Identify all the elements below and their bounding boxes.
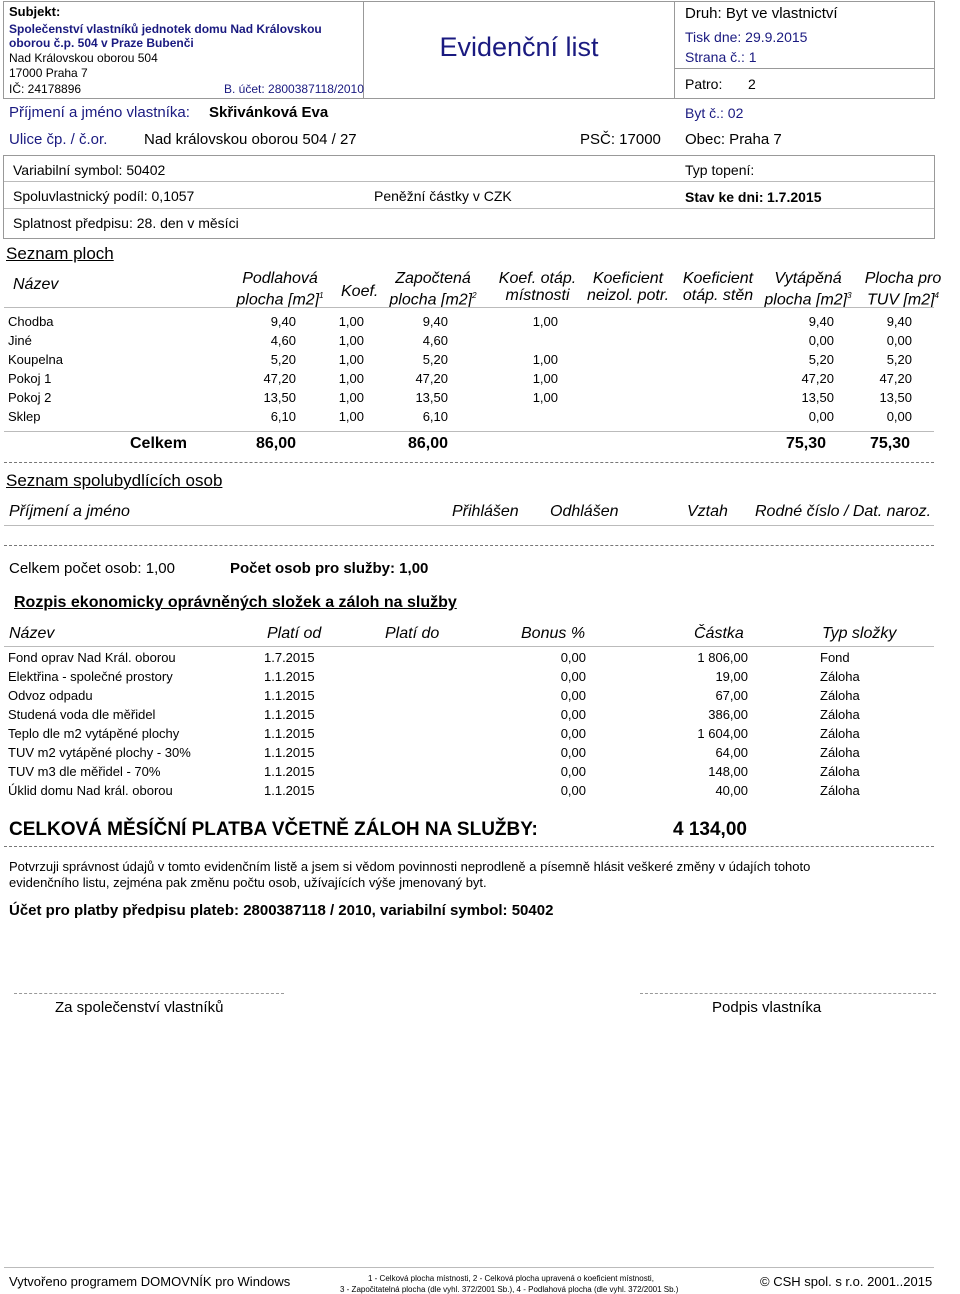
mena: Peněžní částky v CZK bbox=[374, 188, 512, 204]
cell-tuv: 13,50 bbox=[879, 390, 912, 405]
stav-value: 1.7.2015 bbox=[767, 189, 822, 205]
table-row bbox=[8, 764, 938, 783]
cell-castka: 148,00 bbox=[708, 764, 748, 779]
cell-vytapena: 5,20 bbox=[808, 352, 834, 367]
cell-plati-od: 1.1.2015 bbox=[264, 669, 315, 684]
osoby-h-odhlasen: Odhlášen bbox=[550, 503, 619, 520]
cell-nazev: Pokoj 2 bbox=[8, 390, 52, 405]
osoby-h-jmeno: Příjmení a jméno bbox=[9, 503, 130, 520]
h-nazev: Název bbox=[13, 276, 59, 293]
table-row bbox=[8, 745, 938, 764]
cell-castka: 64,00 bbox=[715, 745, 748, 760]
total-payment-value: 4 134,00 bbox=[673, 819, 747, 840]
table-row bbox=[8, 707, 938, 726]
cell-koef: 1,00 bbox=[338, 409, 364, 424]
obec: Obec: Praha 7 bbox=[685, 131, 782, 148]
h-neizol-1: Koeficient bbox=[592, 270, 664, 287]
statement-line2: evidenčního listu, zejména pak změnu počtu osob, užívajících výše jmenovaný byt. bbox=[9, 875, 487, 890]
cell-plati-od: 1.7.2015 bbox=[264, 650, 315, 665]
h-tuv-1: Plocha pro bbox=[864, 270, 942, 287]
total-payment-label: CELKOVÁ MĚSÍČNÍ PLATBA VČETNĚ ZÁLOH NA SLUŽBY: bbox=[9, 819, 538, 840]
cell-vytapena: 47,20 bbox=[801, 371, 834, 386]
cell-nazev: Koupelna bbox=[8, 352, 63, 367]
footer-right: © CSH spol. s r.o. 2001..2015 bbox=[760, 1274, 933, 1289]
cell-zapoctena: 47,20 bbox=[415, 371, 448, 386]
spoluvlastnicky-podil: Spoluvlastnický podíl: 0,1057 bbox=[13, 188, 195, 204]
cell-typ: Záloha bbox=[820, 764, 860, 779]
h-neizol bbox=[578, 270, 678, 304]
h-sten-2: otáp. stěn bbox=[682, 287, 754, 304]
table-row bbox=[8, 688, 938, 707]
cell-podlahova: 9,40 bbox=[270, 314, 296, 329]
cell-bonus: 0,00 bbox=[560, 688, 586, 703]
table-row bbox=[8, 726, 938, 745]
h-zapoctena-1: Započtená bbox=[395, 270, 471, 287]
ploch-total-zapoctena: 86,00 bbox=[407, 435, 448, 452]
cell-plati-od: 1.1.2015 bbox=[264, 783, 315, 798]
h-sup-3: 3 bbox=[847, 291, 852, 300]
cell-plati-od: 1.1.2015 bbox=[264, 688, 315, 703]
rozpis-title: Rozpis ekonomicky oprávněných složek a záloh na služby bbox=[14, 594, 457, 611]
tisk-dne: Tisk dne: 29.9.2015 bbox=[685, 29, 808, 45]
h-tuv bbox=[852, 270, 954, 308]
cell-tuv: 5,20 bbox=[886, 352, 912, 367]
subject-account: B. účet: 2800387118/2010 bbox=[224, 82, 364, 96]
rozpis-h-plati-do: Platí do bbox=[385, 625, 440, 642]
rozpis-h-castka: Částka bbox=[694, 625, 744, 642]
patro-value: 2 bbox=[748, 76, 756, 92]
typ-topeni: Typ topení: bbox=[685, 162, 755, 178]
h-podlahova bbox=[230, 270, 330, 308]
cell-bonus: 0,00 bbox=[560, 650, 586, 665]
osoby-sluzby: Počet osob pro služby: 1,00 bbox=[230, 560, 429, 577]
cell-zapoctena: 6,10 bbox=[422, 409, 448, 424]
cell-vytapena: 9,40 bbox=[808, 314, 834, 329]
account-info: Účet pro platby předpisu plateb: 2800387118 / 2010, variabilní symbol: 50402 bbox=[9, 902, 554, 919]
cell-nazev: Úklid domu Nad král. oborou bbox=[8, 783, 173, 798]
cell-koef: 1,00 bbox=[338, 352, 364, 367]
osoby-celkem: Celkem počet osob: 1,00 bbox=[9, 560, 175, 577]
cell-nazev: Jiné bbox=[8, 333, 32, 348]
signature-left: Za společenství vlastníků bbox=[55, 999, 224, 1016]
splatnost: Splatnost předpisu: 28. den v měsíci bbox=[13, 215, 239, 231]
h-zapoctena-2: plocha [m2] bbox=[389, 291, 473, 309]
table-row bbox=[8, 314, 938, 333]
owner-label: Příjmení a jméno vlastníka: bbox=[9, 104, 190, 121]
cell-nazev: Studená voda dle měřidel bbox=[8, 707, 156, 722]
cell-podlahova: 4,60 bbox=[270, 333, 296, 348]
footer-note2: 3 - Započitatelná plocha (dle vyhl. 372/2001 Sb.), 4 - Podlahová plocha (dle vyhl. 372/2001 Sb.) bbox=[340, 1285, 679, 1294]
ploch-total-vytapena: 75,30 bbox=[785, 435, 826, 452]
cell-castka: 19,00 bbox=[715, 669, 748, 684]
cell-vytapena: 13,50 bbox=[801, 390, 834, 405]
cell-castka: 1 806,00 bbox=[697, 650, 748, 665]
cell-koef-otap: 1,00 bbox=[532, 314, 558, 329]
table-row bbox=[8, 669, 938, 688]
cell-typ: Záloha bbox=[820, 688, 860, 703]
cell-bonus: 0,00 bbox=[560, 669, 586, 684]
cell-koef-otap: 1,00 bbox=[532, 352, 558, 367]
rozpis-h-nazev: Název bbox=[9, 625, 55, 642]
cell-koef-otap: 1,00 bbox=[532, 371, 558, 386]
cell-castka: 40,00 bbox=[715, 783, 748, 798]
cell-typ: Fond bbox=[820, 650, 850, 665]
h-sup-4: 4 bbox=[934, 291, 939, 300]
ploch-total-podlahova: 86,00 bbox=[255, 435, 296, 452]
table-row bbox=[8, 352, 938, 371]
ploch-total-label: Celkem bbox=[130, 435, 187, 452]
cell-koef: 1,00 bbox=[338, 390, 364, 405]
cell-castka: 386,00 bbox=[708, 707, 748, 722]
h-sten-1: Koeficient bbox=[682, 270, 754, 287]
page-title: Evidenční list bbox=[439, 32, 599, 62]
cell-zapoctena: 9,40 bbox=[422, 314, 448, 329]
cell-typ: Záloha bbox=[820, 669, 860, 684]
osoby-h-rodne: Rodné číslo / Dat. naroz. bbox=[755, 503, 932, 520]
signature-right: Podpis vlastníka bbox=[712, 999, 822, 1016]
table-row bbox=[8, 390, 938, 409]
cell-nazev: TUV m2 vytápěné plochy - 30% bbox=[8, 745, 191, 760]
strana: Strana č.: 1 bbox=[685, 49, 757, 65]
h-koef-otap-1: Koef. otáp. bbox=[498, 270, 577, 287]
cell-typ: Záloha bbox=[820, 707, 860, 722]
footer-left: Vytvořeno programem DOMOVNÍK pro Windows bbox=[9, 1274, 291, 1289]
osoby-h-vztah: Vztah bbox=[687, 503, 728, 520]
h-podlahova-1: Podlahová bbox=[242, 270, 318, 287]
h-sup-1: 1 bbox=[319, 291, 324, 300]
cell-nazev: Pokoj 1 bbox=[8, 371, 52, 386]
cell-plati-od: 1.1.2015 bbox=[264, 745, 315, 760]
subject-label: Subjekt: bbox=[9, 4, 61, 19]
cell-plati-od: 1.1.2015 bbox=[264, 726, 315, 741]
h-vytapena-1: Vytápěná bbox=[774, 270, 842, 287]
cell-koef-otap: 1,00 bbox=[532, 390, 558, 405]
cell-nazev: Fond oprav Nad Král. oborou bbox=[8, 650, 176, 665]
h-sup-2: 2 bbox=[472, 291, 477, 300]
h-koef-otap bbox=[490, 270, 585, 304]
rozpis-h-typ: Typ složky bbox=[822, 625, 897, 642]
cell-podlahova: 5,20 bbox=[270, 352, 296, 367]
cell-castka: 1 604,00 bbox=[697, 726, 748, 741]
h-zapoctena bbox=[378, 270, 488, 308]
patro-label: Patro: bbox=[685, 76, 723, 92]
owner-name: Skřivánková Eva bbox=[209, 104, 329, 121]
osoby-section-title: Seznam spolubydlících osob bbox=[6, 471, 223, 490]
variabilni-symbol: Variabilní symbol: 50402 bbox=[13, 162, 166, 178]
cell-bonus: 0,00 bbox=[560, 726, 586, 741]
table-row bbox=[8, 783, 938, 802]
rozpis-h-plati-od: Platí od bbox=[267, 625, 322, 642]
osoby-h-prihlasen: Přihlášen bbox=[452, 503, 519, 520]
cell-nazev: Sklep bbox=[8, 409, 41, 424]
byt-cislo: Byt č.: 02 bbox=[685, 105, 744, 121]
cell-zapoctena: 5,20 bbox=[422, 352, 448, 367]
cell-podlahova: 6,10 bbox=[270, 409, 296, 424]
cell-koef: 1,00 bbox=[338, 371, 364, 386]
ploch-section-title: Seznam ploch bbox=[6, 244, 114, 263]
ploch-total-tuv: 75,30 bbox=[869, 435, 910, 452]
druh: Druh: Byt ve vlastnictví bbox=[685, 5, 838, 22]
cell-typ: Záloha bbox=[820, 745, 860, 760]
cell-podlahova: 47,20 bbox=[263, 371, 296, 386]
psc: PSČ: 17000 bbox=[580, 131, 661, 148]
ulice-label: Ulice čp. / č.or. bbox=[9, 131, 108, 148]
h-podlahova-2: plocha [m2] bbox=[236, 291, 320, 309]
cell-vytapena: 0,00 bbox=[808, 409, 834, 424]
h-neizol-2: neizol. potr. bbox=[586, 287, 670, 304]
h-vytapena-2: plocha [m2] bbox=[764, 291, 848, 309]
cell-nazev: Teplo dle m2 vytápěné plochy bbox=[8, 726, 180, 741]
h-koef-otap-2: místnosti bbox=[505, 287, 570, 304]
cell-plati-od: 1.1.2015 bbox=[264, 764, 315, 779]
cell-nazev: Odvoz odpadu bbox=[8, 688, 93, 703]
cell-koef: 1,00 bbox=[338, 314, 364, 329]
subject-line3: Nad Královskou oborou 504 bbox=[9, 51, 158, 65]
cell-tuv: 9,40 bbox=[886, 314, 912, 329]
table-row bbox=[8, 333, 938, 352]
cell-tuv: 47,20 bbox=[879, 371, 912, 386]
cell-koef: 1,00 bbox=[338, 333, 364, 348]
subject-line2: oborou č.p. 504 v Praze Bubenči bbox=[9, 36, 194, 50]
cell-bonus: 0,00 bbox=[560, 707, 586, 722]
cell-tuv: 0,00 bbox=[886, 409, 912, 424]
h-vytapena bbox=[752, 270, 864, 308]
rozpis-h-bonus: Bonus % bbox=[521, 625, 586, 642]
cell-podlahova: 13,50 bbox=[263, 390, 296, 405]
ulice-value: Nad královskou oborou 504 / 27 bbox=[144, 131, 357, 148]
cell-typ: Záloha bbox=[820, 783, 860, 798]
table-row bbox=[8, 371, 938, 390]
subject-line4: 17000 Praha 7 bbox=[9, 66, 88, 80]
cell-nazev: Chodba bbox=[8, 314, 54, 329]
cell-bonus: 0,00 bbox=[560, 745, 586, 760]
footer-note1: 1 - Celková plocha místnosti, 2 - Celková plocha upravená o koeficient místnosti, bbox=[368, 1274, 654, 1283]
subject-ic: IČ: 24178896 bbox=[9, 82, 82, 96]
cell-nazev: Elektřina - společné prostory bbox=[8, 669, 173, 684]
cell-typ: Záloha bbox=[820, 726, 860, 741]
cell-castka: 67,00 bbox=[715, 688, 748, 703]
stav-label: Stav ke dni: bbox=[685, 189, 764, 205]
table-row bbox=[8, 409, 938, 428]
cell-zapoctena: 4,60 bbox=[422, 333, 448, 348]
table-row bbox=[8, 650, 938, 669]
subject-line1: Společenství vlastníků jednotek domu Nad Královskou bbox=[9, 22, 322, 36]
statement-line1: Potvrzuji správnost údajů v tomto evidenčním listě a jsem si vědom povinnosti neprodleně a písemně hlásit veškeré změny v údajích tohoto bbox=[9, 859, 811, 874]
cell-bonus: 0,00 bbox=[560, 764, 586, 779]
cell-vytapena: 0,00 bbox=[808, 333, 834, 348]
cell-nazev: TUV m3 dle měřidel - 70% bbox=[8, 764, 161, 779]
cell-tuv: 0,00 bbox=[886, 333, 912, 348]
cell-plati-od: 1.1.2015 bbox=[264, 707, 315, 722]
cell-zapoctena: 13,50 bbox=[415, 390, 448, 405]
h-tuv-2: TUV [m2] bbox=[866, 291, 935, 309]
h-koef: Koef. bbox=[341, 283, 379, 300]
cell-bonus: 0,00 bbox=[560, 783, 586, 798]
